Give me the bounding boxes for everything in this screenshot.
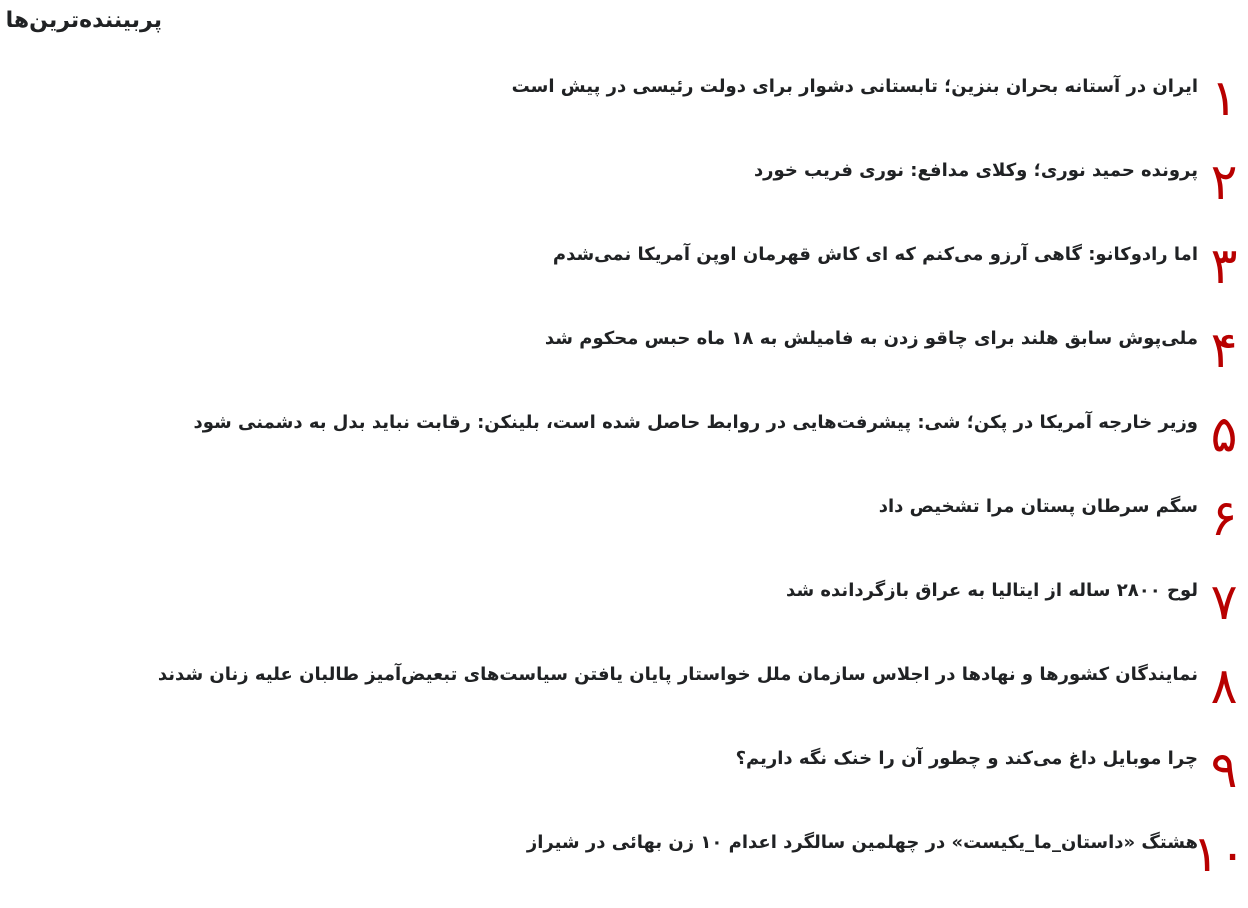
rank-number: ۴ [1210, 321, 1238, 379]
list-item [0, 150, 1248, 234]
rank-number: ۱ [1210, 69, 1238, 127]
list-item [0, 318, 1248, 402]
headline-link[interactable]: نمایندگان کشورها و نهادها در اجلاس سازمان ملل خواستار پایان یافتن سیاست‌های تبعیض‌آمیز طالبان علیه زنان شدند [157, 664, 1198, 685]
headline-link[interactable]: هشتگ «داستان_ما_یکیست» در چهلمین سالگرد اعدام ۱۰ زن بهائی در شیراز [526, 832, 1198, 853]
headline-link[interactable]: لوح ۲۸۰۰ ساله از ایتالیا به عراق بازگردانده شد [786, 580, 1198, 601]
headline-link[interactable]: اما رادوکانو: گاهی آرزو می‌کنم که ای کاش قهرمان اوپن آمریکا نمی‌شدم [552, 244, 1198, 265]
list-item [0, 738, 1248, 822]
list-item [0, 402, 1248, 486]
rank-number: ۱۰ [1192, 825, 1246, 883]
list-item [0, 486, 1248, 570]
headline-link[interactable]: ملی‌پوش سابق هلند برای چاقو زدن به فامیلش به ۱۸ ماه حبس محکوم شد [544, 328, 1198, 349]
headline-link[interactable]: ایران در آستانه بحران بنزین؛ تابستانی دشوار برای دولت رئیسی در پیش است [511, 76, 1198, 97]
list-item [0, 66, 1248, 150]
section-title: پربیننده‌ترین‌ها [5, 8, 162, 33]
headline-link[interactable]: چرا موبایل داغ می‌کند و چطور آن را خنک نگه داریم؟ [735, 748, 1198, 769]
headline-link[interactable]: سگم سرطان پستان مرا تشخیص داد [878, 496, 1198, 517]
list-item [0, 570, 1248, 654]
rank-number: ۷ [1210, 573, 1238, 631]
list-item [0, 654, 1248, 738]
list-item [0, 234, 1248, 318]
rank-number: ۹ [1210, 741, 1238, 799]
headline-link[interactable]: وزیر خارجه آمریکا در پکن؛ شی: پیشرفت‌هایی در روابط حاصل شده است، بلینکن: رقابت نباید بدل به دشمنی شود [193, 412, 1198, 433]
rank-number: ۲ [1210, 153, 1238, 211]
list-item [0, 822, 1248, 906]
headline-link[interactable]: پرونده حمید نوری؛ وکلای مدافع: نوری فریب خورد [753, 160, 1198, 181]
rank-number: ۳ [1210, 237, 1238, 295]
rank-number: ۶ [1210, 489, 1238, 547]
most-read-list [0, 66, 1248, 906]
rank-number: ۸ [1210, 657, 1238, 715]
rank-number: ۵ [1210, 405, 1238, 463]
